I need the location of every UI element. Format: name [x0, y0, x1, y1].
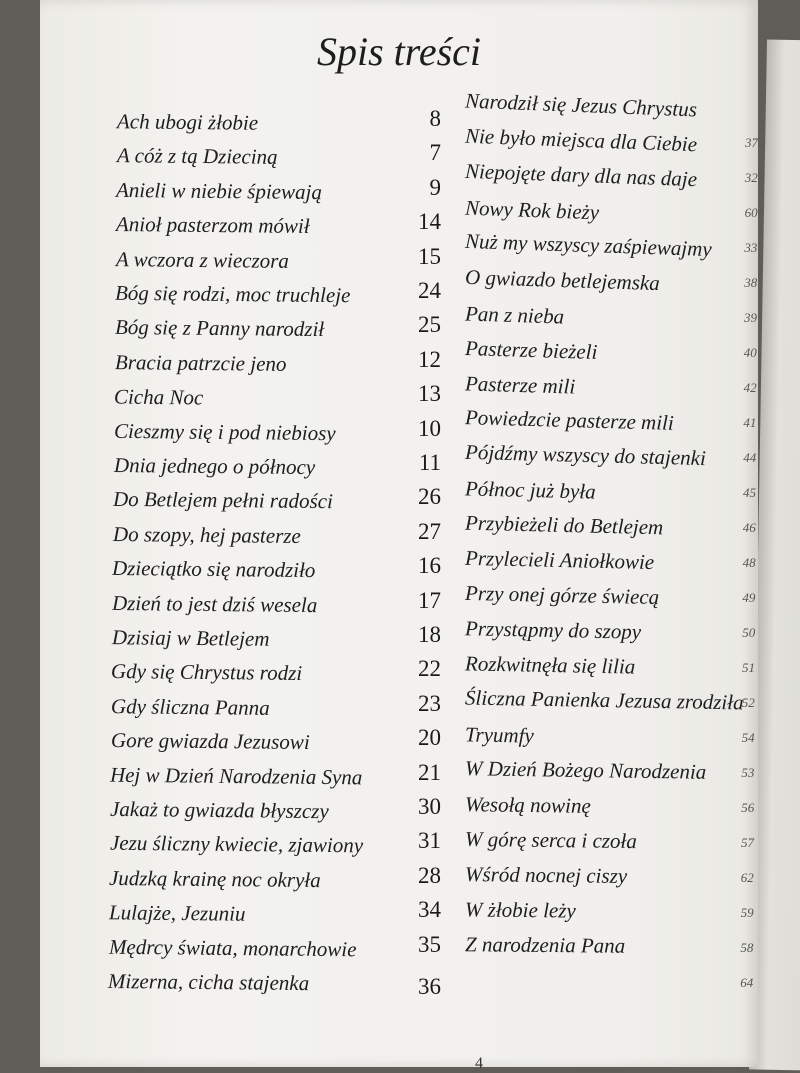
toc-entry-page: 17	[418, 587, 441, 613]
toc-entry-title: Gdy śliczna Panna	[110, 693, 270, 720]
toc-entry-page: 32	[744, 170, 758, 185]
toc-entry-page: 44	[743, 450, 757, 465]
toc-entry-title: Dzisiaj w Betlejem	[111, 625, 270, 651]
toc-entry-page: 9	[429, 174, 441, 200]
toc-entry-page: 57	[741, 835, 754, 850]
toc-entry-page: 12	[418, 346, 441, 372]
toc-entry-page: 39	[744, 310, 757, 325]
toc-entry-page: 40	[743, 345, 757, 360]
toc-entry-page: 14	[418, 209, 441, 235]
toc-entry-title: Ach ubogi żłobie	[116, 109, 259, 135]
toc-entry-title: Niepojęte dary dla nas daje	[464, 158, 698, 192]
toc-entry-title: Śliczna Panienka Jezusa zrodziła	[464, 685, 744, 715]
toc-entry-title: Hej w Dzień Narodzenia Syna	[110, 762, 363, 789]
toc-entry-title: Wśród nocnej ciszy	[464, 862, 628, 888]
toc-entry-title: Jezu śliczny kwiecie, zjawiony	[109, 831, 363, 858]
toc-entry-page: 25	[418, 312, 441, 338]
toc-entry-page: 20	[418, 725, 441, 751]
toc-entry-page: 15	[418, 243, 441, 269]
toc-entry-page: 34	[418, 897, 441, 923]
toc-entry-page: 58	[740, 940, 754, 955]
toc-entry-title: Mizerna, cicha stajenka	[108, 968, 310, 996]
toc-entry-page: 16	[418, 553, 441, 579]
toc-entry-page: 48	[742, 555, 756, 570]
toc-entry-page: 62	[740, 870, 754, 885]
toc-entry-title: W żłobie leży	[464, 897, 576, 923]
toc-entry-page: 21	[418, 759, 441, 785]
toc-entry-page: 10	[418, 415, 441, 441]
toc-entry-page: 51	[742, 660, 755, 675]
toc-entry-title: Przy onej górze świecą	[464, 580, 660, 610]
toc-entry-page: 59	[740, 905, 754, 920]
toc-entry-page: 27	[418, 518, 441, 544]
toc-entry-page: 35	[418, 931, 441, 957]
toc-entry-title: Pasterze mili	[464, 371, 576, 399]
toc-entry-title: Judzką krainę noc okryła	[109, 865, 322, 892]
toc-entry-title: Anieli w niebie śpiewają	[116, 177, 323, 204]
toc-entry-title: Wesołą nowinę	[464, 792, 591, 818]
toc-entry-page: 24	[418, 278, 441, 303]
toc-entry-page: 50	[742, 625, 756, 640]
toc-entry-page: 28	[418, 862, 441, 888]
toc-entry-title: Nowy Rok bieży	[464, 195, 600, 225]
toc-entry-page: 37	[745, 135, 758, 150]
toc-entry-title: Dnia jednego o północy	[113, 452, 315, 480]
toc-entry-page: 56	[741, 800, 755, 815]
toc-entry-page: 33	[744, 240, 758, 255]
toc-entry-title: Narodził się Jezus Chrystus	[464, 88, 698, 122]
toc-entry-title: Pan z nieba	[464, 301, 565, 329]
toc-entry-title: Nuż my wszyscy zaśpiewajmy	[464, 228, 713, 262]
toc-entry-page: 64	[740, 975, 754, 990]
toc-entry-title: Jakaż to gwiazda błyszczy	[109, 796, 329, 824]
toc-entry-page: 30	[418, 794, 441, 819]
toc-entry-title: Dzieciątko się narodziło	[112, 556, 316, 583]
toc-entry-title: Do szopy, hej pasterze	[112, 521, 301, 548]
toc-entry-title: Cicha Noc	[114, 384, 204, 410]
toc-entry-page: 60	[744, 205, 758, 220]
toc-entry-title: Przystąpmy do szopy	[464, 616, 642, 644]
page-number: 4	[475, 1055, 483, 1072]
toc-entry-page: 46	[742, 520, 756, 535]
toc-entry-page: 49	[742, 590, 756, 605]
toc-entry-page: 36	[418, 974, 441, 999]
toc-entry-page: 8	[429, 106, 441, 131]
toc-entry-title: Powiedzcie pasterze mili	[464, 405, 675, 435]
toc-entry-page: 54	[741, 730, 755, 745]
toc-entry-title: A wczora z wieczora	[115, 246, 289, 273]
toc-entry-page: 18	[418, 622, 441, 647]
toc-entry-page: 38	[744, 275, 758, 290]
toc-entry-title: Przybieżeli do Betlejem	[464, 510, 664, 540]
toc-entry-title: Dzień to jest dziś wesela	[111, 590, 318, 617]
toc-entry-title: Pójdźmy wszyscy do stajenki	[464, 439, 707, 471]
toc-entry-title: Pasterze bieżeli	[464, 336, 598, 364]
toc-entry-title: Do Betlejem pełni radości	[113, 487, 334, 514]
toc-entry-page: 7	[429, 140, 441, 166]
toc-entry-title: Rozkwitnęła się lilia	[464, 651, 636, 679]
toc-entry-title: Bóg się z Panny narodził	[114, 315, 325, 342]
toc-entry-title: Lulajże, Jezuniu	[108, 900, 246, 926]
toc-entry-title: Nie było miejsca dla Ciebie	[464, 123, 698, 157]
toc-entry-title: Mędrcy świata, monarchowie	[108, 934, 357, 961]
toc-entry-page: 42	[743, 380, 757, 395]
toc-entry-title: Przylecieli Aniołkowie	[464, 545, 655, 575]
toc-entry-page: 45	[743, 485, 756, 500]
toc-entry-title: O gwiazdo betlejemska	[464, 264, 661, 296]
toc-entry-page: 52	[741, 695, 755, 710]
page-title: Spis treści	[316, 29, 482, 74]
toc-entry-title: A cóż z tą Dzieciną	[116, 143, 278, 170]
toc-entry-title: W Dzień Bożego Narodzenia	[464, 756, 707, 784]
toc-entry-page: 53	[741, 765, 755, 780]
toc-entry-page: 13	[418, 381, 441, 407]
book-page	[40, 0, 758, 1072]
toc-entry-page: 22	[418, 656, 441, 682]
toc-entry-title: W górę serca i czoła	[464, 826, 638, 854]
toc-entry-page: 11	[418, 450, 441, 475]
toc-entry-title: Z narodzenia Pana	[464, 932, 626, 958]
toc-entry-page: 41	[743, 415, 757, 430]
toc-entry-title: Bracia patrzcie jeno	[114, 349, 287, 376]
toc-entry-title: Tryumfy	[464, 722, 535, 748]
toc-entry-page: 26	[418, 484, 441, 510]
toc-entry-page: 31	[418, 828, 441, 854]
toc-entry-title: Gdy się Chrystus rodzi	[111, 659, 303, 686]
toc-entry-title: Północ już była	[464, 476, 596, 504]
toc-entry-page: 23	[418, 690, 441, 716]
toc-entry-title: Anioł pasterzom mówił	[115, 212, 310, 239]
toc-entry-title: Gore gwiazda Jezusowi	[110, 728, 310, 755]
toc-entry-title: Cieszmy się i pod niebiosy	[113, 418, 336, 445]
toc-entry-title: Bóg się rodzi, moc truchleje	[115, 280, 351, 308]
